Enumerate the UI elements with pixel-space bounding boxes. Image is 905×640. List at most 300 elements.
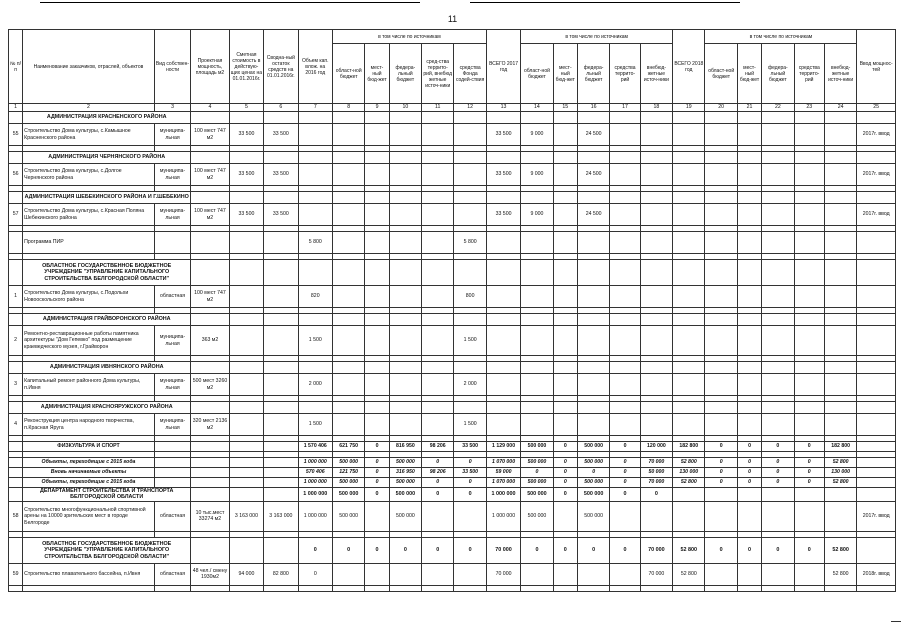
section-cell bbox=[422, 260, 454, 286]
section-cell bbox=[422, 402, 454, 414]
section-cell bbox=[389, 112, 421, 124]
header-regional-2016: област-ной бюджет bbox=[332, 44, 364, 104]
table-cell bbox=[365, 501, 389, 531]
table-cell bbox=[264, 442, 298, 452]
header-federal-2016: федера-льный бюджет bbox=[389, 44, 421, 104]
table-cell: 0 bbox=[553, 458, 577, 468]
table-cell bbox=[610, 374, 640, 396]
table-cell: 33 500 bbox=[264, 124, 298, 146]
section-cell bbox=[705, 192, 737, 204]
section-cell bbox=[640, 260, 672, 286]
section-title: АДМИНИСТРАЦИЯ КРАСНЕНСКОГО РАЙОНА bbox=[23, 112, 191, 124]
section-num-cell bbox=[9, 314, 23, 326]
section-cell bbox=[577, 260, 609, 286]
table-cell bbox=[610, 501, 640, 531]
section-cell bbox=[521, 362, 553, 374]
table-cell bbox=[640, 501, 672, 531]
section-cell bbox=[191, 152, 229, 164]
header-fund-2016: средства Фонда содей-ствия bbox=[454, 44, 486, 104]
section-cell bbox=[673, 362, 705, 374]
table-cell bbox=[191, 468, 229, 478]
table-cell: 52 800 bbox=[824, 458, 856, 468]
table-cell bbox=[857, 478, 896, 488]
section-cell bbox=[857, 402, 896, 414]
table-cell: 1 070 000 bbox=[486, 478, 520, 488]
section-cell bbox=[673, 402, 705, 414]
table-cell: 9 000 bbox=[521, 204, 553, 226]
table-cell: муниципа-льная bbox=[154, 414, 190, 436]
section-num-cell bbox=[9, 112, 23, 124]
table-cell: 2017г. ввод bbox=[857, 204, 896, 226]
table-cell bbox=[577, 286, 609, 308]
table-cell bbox=[264, 414, 298, 436]
section-cell bbox=[191, 192, 229, 204]
table-cell: 0 bbox=[705, 468, 737, 478]
section-cell bbox=[737, 362, 761, 374]
table-cell: 0 bbox=[298, 563, 332, 585]
table-cell bbox=[553, 124, 577, 146]
table-cell: 2 000 bbox=[298, 374, 332, 396]
table-cell: 820 bbox=[298, 286, 332, 308]
header-remaining: Сводна-ный остаток средств на 01.01.2016г. bbox=[264, 30, 298, 104]
table-cell bbox=[610, 414, 640, 436]
table-cell bbox=[454, 501, 486, 531]
header-sources-2018: в том числе по источникам bbox=[705, 30, 857, 44]
table-row bbox=[9, 326, 896, 356]
table-cell: 0 bbox=[794, 442, 824, 452]
table-cell bbox=[857, 286, 896, 308]
table-cell: 50 000 bbox=[640, 468, 672, 478]
section-cell: 70 000 bbox=[486, 537, 520, 563]
section-cell bbox=[191, 537, 229, 563]
section-cell bbox=[640, 402, 672, 414]
section-cell bbox=[610, 362, 640, 374]
section-cell bbox=[486, 152, 520, 164]
header-regional-2017: област-ной бюджет bbox=[521, 44, 553, 104]
table-cell: 500 мест 3260 м2 bbox=[191, 374, 229, 396]
table-cell bbox=[762, 326, 794, 356]
section-cell bbox=[191, 260, 229, 286]
header-local-2018: мест-ный бюд-жет bbox=[737, 44, 761, 104]
table-cell: 500 000 bbox=[521, 501, 553, 531]
section-cell bbox=[191, 314, 229, 326]
header-sources-2016: в том числе по источникам bbox=[332, 30, 486, 44]
section-cell bbox=[673, 112, 705, 124]
table-cell: 1 000 000 bbox=[486, 501, 520, 531]
table-cell: 33 500 bbox=[454, 468, 486, 478]
section-cell bbox=[191, 112, 229, 124]
column-number-cell: 6 bbox=[264, 104, 298, 112]
table-cell bbox=[673, 414, 705, 436]
table-cell bbox=[154, 232, 190, 254]
section-cell bbox=[762, 362, 794, 374]
table-cell bbox=[191, 442, 229, 452]
section-cell bbox=[824, 314, 856, 326]
table-cell bbox=[737, 326, 761, 356]
table-row bbox=[9, 232, 896, 254]
subtotal-row bbox=[9, 468, 896, 478]
section-cell bbox=[857, 192, 896, 204]
section-num-cell bbox=[9, 488, 23, 502]
table-cell bbox=[553, 204, 577, 226]
section-cell bbox=[794, 112, 824, 124]
section-row bbox=[9, 260, 896, 286]
object-name-cell: Строительство многофункциональной спортивной арены на 10000 зрительских мест в городе Белгороде bbox=[23, 501, 155, 531]
table-cell: 1 500 bbox=[298, 326, 332, 356]
table-cell bbox=[673, 204, 705, 226]
column-number-cell: 3 bbox=[154, 104, 190, 112]
table-cell bbox=[229, 286, 263, 308]
header-commissioning: Ввод мощнос-тей bbox=[857, 30, 896, 104]
section-cell: 500 000 bbox=[389, 488, 421, 502]
section-cell bbox=[762, 402, 794, 414]
section-cell bbox=[191, 402, 229, 414]
table-cell: 5 800 bbox=[298, 232, 332, 254]
table-cell: муниципа-льная bbox=[154, 374, 190, 396]
table-cell: 500 000 bbox=[577, 501, 609, 531]
table-cell: 59 000 bbox=[486, 468, 520, 478]
section-cell bbox=[422, 112, 454, 124]
table-cell: 33 500 bbox=[264, 204, 298, 226]
spacer-cell bbox=[553, 585, 577, 591]
section-cell bbox=[640, 192, 672, 204]
column-number-cell: 10 bbox=[389, 104, 421, 112]
table-cell bbox=[389, 286, 421, 308]
column-numbers-row bbox=[9, 104, 896, 112]
section-cell bbox=[422, 152, 454, 164]
table-cell: 3 163 000 bbox=[229, 501, 263, 531]
section-cell bbox=[610, 260, 640, 286]
section-cell bbox=[553, 260, 577, 286]
column-number-cell: 2 bbox=[23, 104, 155, 112]
section-row bbox=[9, 402, 896, 414]
table-cell bbox=[737, 232, 761, 254]
column-number-cell: 9 bbox=[365, 104, 389, 112]
table-cell bbox=[298, 164, 332, 186]
spacer-cell bbox=[9, 585, 23, 591]
table-cell: 9 000 bbox=[521, 124, 553, 146]
table-cell bbox=[332, 374, 364, 396]
section-cell: 0 bbox=[553, 488, 577, 502]
section-cell bbox=[229, 260, 263, 286]
header-sources-2017: в том числе по источникам bbox=[521, 30, 673, 44]
table-cell: 0 bbox=[610, 442, 640, 452]
table-cell: 82 800 bbox=[264, 563, 298, 585]
table-cell bbox=[365, 204, 389, 226]
table-cell: 55 bbox=[9, 124, 23, 146]
header-local-2017: мест-ный бюд-жет bbox=[553, 44, 577, 104]
section-cell bbox=[365, 362, 389, 374]
table-cell: 0 bbox=[422, 458, 454, 468]
table-cell bbox=[794, 124, 824, 146]
table-cell bbox=[422, 204, 454, 226]
table-cell: муниципа-льная bbox=[154, 326, 190, 356]
section-cell bbox=[553, 402, 577, 414]
header-capacity: Проектная мощность, площадь м2 bbox=[191, 30, 229, 104]
header-total-2018: ВСЕГО 2018 год bbox=[673, 30, 705, 104]
table-cell bbox=[762, 501, 794, 531]
table-cell bbox=[857, 326, 896, 356]
section-cell bbox=[577, 192, 609, 204]
table-cell bbox=[610, 326, 640, 356]
table-cell: 500 000 bbox=[389, 478, 421, 488]
section-cell bbox=[229, 152, 263, 164]
section-cell bbox=[264, 488, 298, 502]
section-cell bbox=[229, 314, 263, 326]
table-cell bbox=[422, 286, 454, 308]
table-cell bbox=[737, 124, 761, 146]
table-cell bbox=[229, 468, 263, 478]
section-cell bbox=[857, 112, 896, 124]
table-cell bbox=[365, 286, 389, 308]
table-cell bbox=[705, 164, 737, 186]
section-cell bbox=[332, 192, 364, 204]
table-cell: 98 206 bbox=[422, 442, 454, 452]
section-cell: 0 bbox=[298, 537, 332, 563]
table-cell: 1 500 bbox=[454, 414, 486, 436]
table-cell: 363 м2 bbox=[191, 326, 229, 356]
table-cell bbox=[521, 414, 553, 436]
column-number-cell: 8 bbox=[332, 104, 364, 112]
table-cell: 0 bbox=[794, 478, 824, 488]
table-cell: 500 000 bbox=[332, 458, 364, 468]
table-cell: муниципа-льная bbox=[154, 164, 190, 186]
section-num-cell bbox=[9, 192, 23, 204]
section-cell bbox=[298, 314, 332, 326]
section-cell bbox=[486, 112, 520, 124]
section-cell bbox=[553, 314, 577, 326]
spacer-cell bbox=[673, 585, 705, 591]
table-cell: 33 500 bbox=[486, 124, 520, 146]
table-cell: 130 000 bbox=[673, 468, 705, 478]
section-cell bbox=[705, 112, 737, 124]
object-name-cell: Строительство Дома культуры, с.Красная Поляна Шебекинского района bbox=[23, 204, 155, 226]
table-cell bbox=[229, 326, 263, 356]
section-title: АДМИНИСТРАЦИЯ ИВНЯНСКОГО РАЙОНА bbox=[23, 362, 191, 374]
table-cell bbox=[365, 326, 389, 356]
section-cell: 0 bbox=[454, 537, 486, 563]
table-cell: 56 bbox=[9, 164, 23, 186]
table-cell: 1 129 000 bbox=[486, 442, 520, 452]
table-cell bbox=[640, 124, 672, 146]
table-cell: 816 950 bbox=[389, 442, 421, 452]
table-cell: 52 800 bbox=[673, 458, 705, 468]
table-cell bbox=[640, 232, 672, 254]
header-estimated-cost: Сметная стоимость в действую-щих ценах на 01.01.2016г. bbox=[229, 30, 263, 104]
section-cell bbox=[553, 152, 577, 164]
section-cell: 0 bbox=[365, 537, 389, 563]
table-cell: 3 bbox=[9, 374, 23, 396]
table-cell bbox=[521, 286, 553, 308]
table-row bbox=[9, 164, 896, 186]
table-cell: 0 bbox=[422, 478, 454, 488]
table-cell: 98 206 bbox=[422, 468, 454, 478]
spacer-cell bbox=[23, 585, 155, 591]
table-row bbox=[9, 124, 896, 146]
column-number-cell: 4 bbox=[191, 104, 229, 112]
table-cell bbox=[553, 414, 577, 436]
spacer-cell bbox=[365, 585, 389, 591]
table-cell bbox=[762, 563, 794, 585]
header-offbudget-2018: внебюд-жетные источ-ники bbox=[824, 44, 856, 104]
section-cell bbox=[521, 260, 553, 286]
object-name-cell: Строительство Дома культуры, с.Подольхи Новооскольского района bbox=[23, 286, 155, 308]
table-cell bbox=[553, 286, 577, 308]
section-cell bbox=[705, 362, 737, 374]
table-cell: 100 мест 747 м2 bbox=[191, 124, 229, 146]
table-cell bbox=[264, 374, 298, 396]
section-cell bbox=[365, 152, 389, 164]
section-cell: 0 bbox=[640, 488, 672, 502]
section-cell bbox=[454, 192, 486, 204]
table-cell bbox=[640, 326, 672, 356]
section-cell bbox=[229, 192, 263, 204]
spacer-cell bbox=[191, 585, 229, 591]
table-cell bbox=[332, 326, 364, 356]
section-cell bbox=[857, 260, 896, 286]
spacer-cell bbox=[332, 585, 364, 591]
table-cell: 500 000 bbox=[332, 501, 364, 531]
column-number-cell: 5 bbox=[229, 104, 263, 112]
table-cell: областная bbox=[154, 286, 190, 308]
table-cell bbox=[264, 232, 298, 254]
table-cell bbox=[705, 204, 737, 226]
section-cell bbox=[332, 402, 364, 414]
spacer-cell bbox=[521, 585, 553, 591]
table-cell: 1 500 bbox=[298, 414, 332, 436]
section-cell bbox=[705, 314, 737, 326]
table-cell bbox=[154, 478, 190, 488]
table-cell: муниципа-льная bbox=[154, 204, 190, 226]
section-cell bbox=[422, 314, 454, 326]
table-cell bbox=[577, 232, 609, 254]
table-cell bbox=[824, 286, 856, 308]
section-cell bbox=[389, 192, 421, 204]
section-cell bbox=[737, 260, 761, 286]
table-cell bbox=[857, 468, 896, 478]
table-cell bbox=[389, 232, 421, 254]
section-cell bbox=[389, 314, 421, 326]
table-cell bbox=[264, 326, 298, 356]
table-cell bbox=[332, 286, 364, 308]
column-number-cell: 1 bbox=[9, 104, 23, 112]
object-name-cell: Строительство Дома культуры, с.Долгое Чернянского района bbox=[23, 164, 155, 186]
column-number-cell: 7 bbox=[298, 104, 332, 112]
section-cell bbox=[264, 112, 298, 124]
section-cell bbox=[762, 112, 794, 124]
table-cell bbox=[824, 501, 856, 531]
table-cell bbox=[762, 286, 794, 308]
section-cell bbox=[332, 314, 364, 326]
table-cell: 1 070 000 bbox=[486, 458, 520, 468]
table-cell bbox=[389, 414, 421, 436]
section-cell bbox=[454, 152, 486, 164]
table-cell bbox=[794, 501, 824, 531]
table-cell bbox=[9, 232, 23, 254]
section-cell bbox=[365, 314, 389, 326]
table-cell bbox=[229, 442, 263, 452]
spacer-cell bbox=[264, 585, 298, 591]
object-name-cell: Объекты, переходящие с 2015 года bbox=[23, 458, 155, 468]
section-cell bbox=[264, 402, 298, 414]
table-cell bbox=[332, 164, 364, 186]
section-cell bbox=[610, 152, 640, 164]
table-cell bbox=[389, 374, 421, 396]
header-volume-2016: Объем кап. влож. на 2016 год bbox=[298, 30, 332, 104]
table-cell bbox=[454, 563, 486, 585]
table-cell: 1 000 000 bbox=[298, 458, 332, 468]
column-number-cell: 23 bbox=[794, 104, 824, 112]
spacer-cell bbox=[154, 585, 190, 591]
section-row bbox=[9, 488, 896, 502]
section-cell bbox=[705, 152, 737, 164]
table-cell: 0 bbox=[610, 458, 640, 468]
table-cell: 100 мест 747 м2 bbox=[191, 204, 229, 226]
section-cell bbox=[229, 402, 263, 414]
section-cell bbox=[705, 260, 737, 286]
section-cell bbox=[762, 488, 794, 502]
section-cell bbox=[264, 537, 298, 563]
section-cell bbox=[737, 402, 761, 414]
section-cell bbox=[486, 260, 520, 286]
section-cell bbox=[332, 362, 364, 374]
table-cell bbox=[365, 232, 389, 254]
table-cell bbox=[521, 374, 553, 396]
table-cell: 0 bbox=[365, 478, 389, 488]
top-rule-right bbox=[470, 2, 740, 3]
section-cell bbox=[365, 112, 389, 124]
section-cell bbox=[264, 260, 298, 286]
table-cell: 0 bbox=[762, 468, 794, 478]
table-cell bbox=[365, 414, 389, 436]
table-body bbox=[9, 112, 896, 592]
table-cell: 4 bbox=[9, 414, 23, 436]
table-header bbox=[9, 30, 896, 112]
header-territorial-2018: средства террито-рий bbox=[794, 44, 824, 104]
section-cell bbox=[640, 362, 672, 374]
table-cell bbox=[9, 468, 23, 478]
table-cell bbox=[191, 458, 229, 468]
section-row bbox=[9, 362, 896, 374]
section-cell bbox=[794, 488, 824, 502]
table-cell bbox=[640, 374, 672, 396]
section-cell bbox=[640, 152, 672, 164]
table-cell bbox=[794, 164, 824, 186]
section-cell bbox=[229, 537, 263, 563]
table-cell: 52 800 bbox=[824, 478, 856, 488]
object-name-cell: Строительство Дома культуры, с.Камышное Красненского района bbox=[23, 124, 155, 146]
table-cell: 621 750 bbox=[332, 442, 364, 452]
table-cell: 48 чел./ смену 1930м2 bbox=[191, 563, 229, 585]
section-title: ДЕПАРТАМЕНТ СТРОИТЕЛЬСТВА И ТРАНСПОРТА БЕЛГОРОДСКОЙ ОБЛАСТИ bbox=[23, 488, 191, 502]
table-cell: 182 800 bbox=[824, 442, 856, 452]
table-cell: 320 мест 2136 м2 bbox=[191, 414, 229, 436]
section-num-cell bbox=[9, 260, 23, 286]
table-cell bbox=[422, 501, 454, 531]
section-cell bbox=[298, 362, 332, 374]
table-cell: 94 000 bbox=[229, 563, 263, 585]
table-cell bbox=[553, 501, 577, 531]
section-row bbox=[9, 112, 896, 124]
section-row bbox=[9, 537, 896, 563]
table-cell bbox=[521, 563, 553, 585]
table-cell: 52 800 bbox=[824, 563, 856, 585]
section-cell: 70 000 bbox=[640, 537, 672, 563]
table-cell: 57 bbox=[9, 204, 23, 226]
column-number-cell: 16 bbox=[577, 104, 609, 112]
table-cell: 33 500 bbox=[229, 124, 263, 146]
table-cell: 0 bbox=[762, 458, 794, 468]
